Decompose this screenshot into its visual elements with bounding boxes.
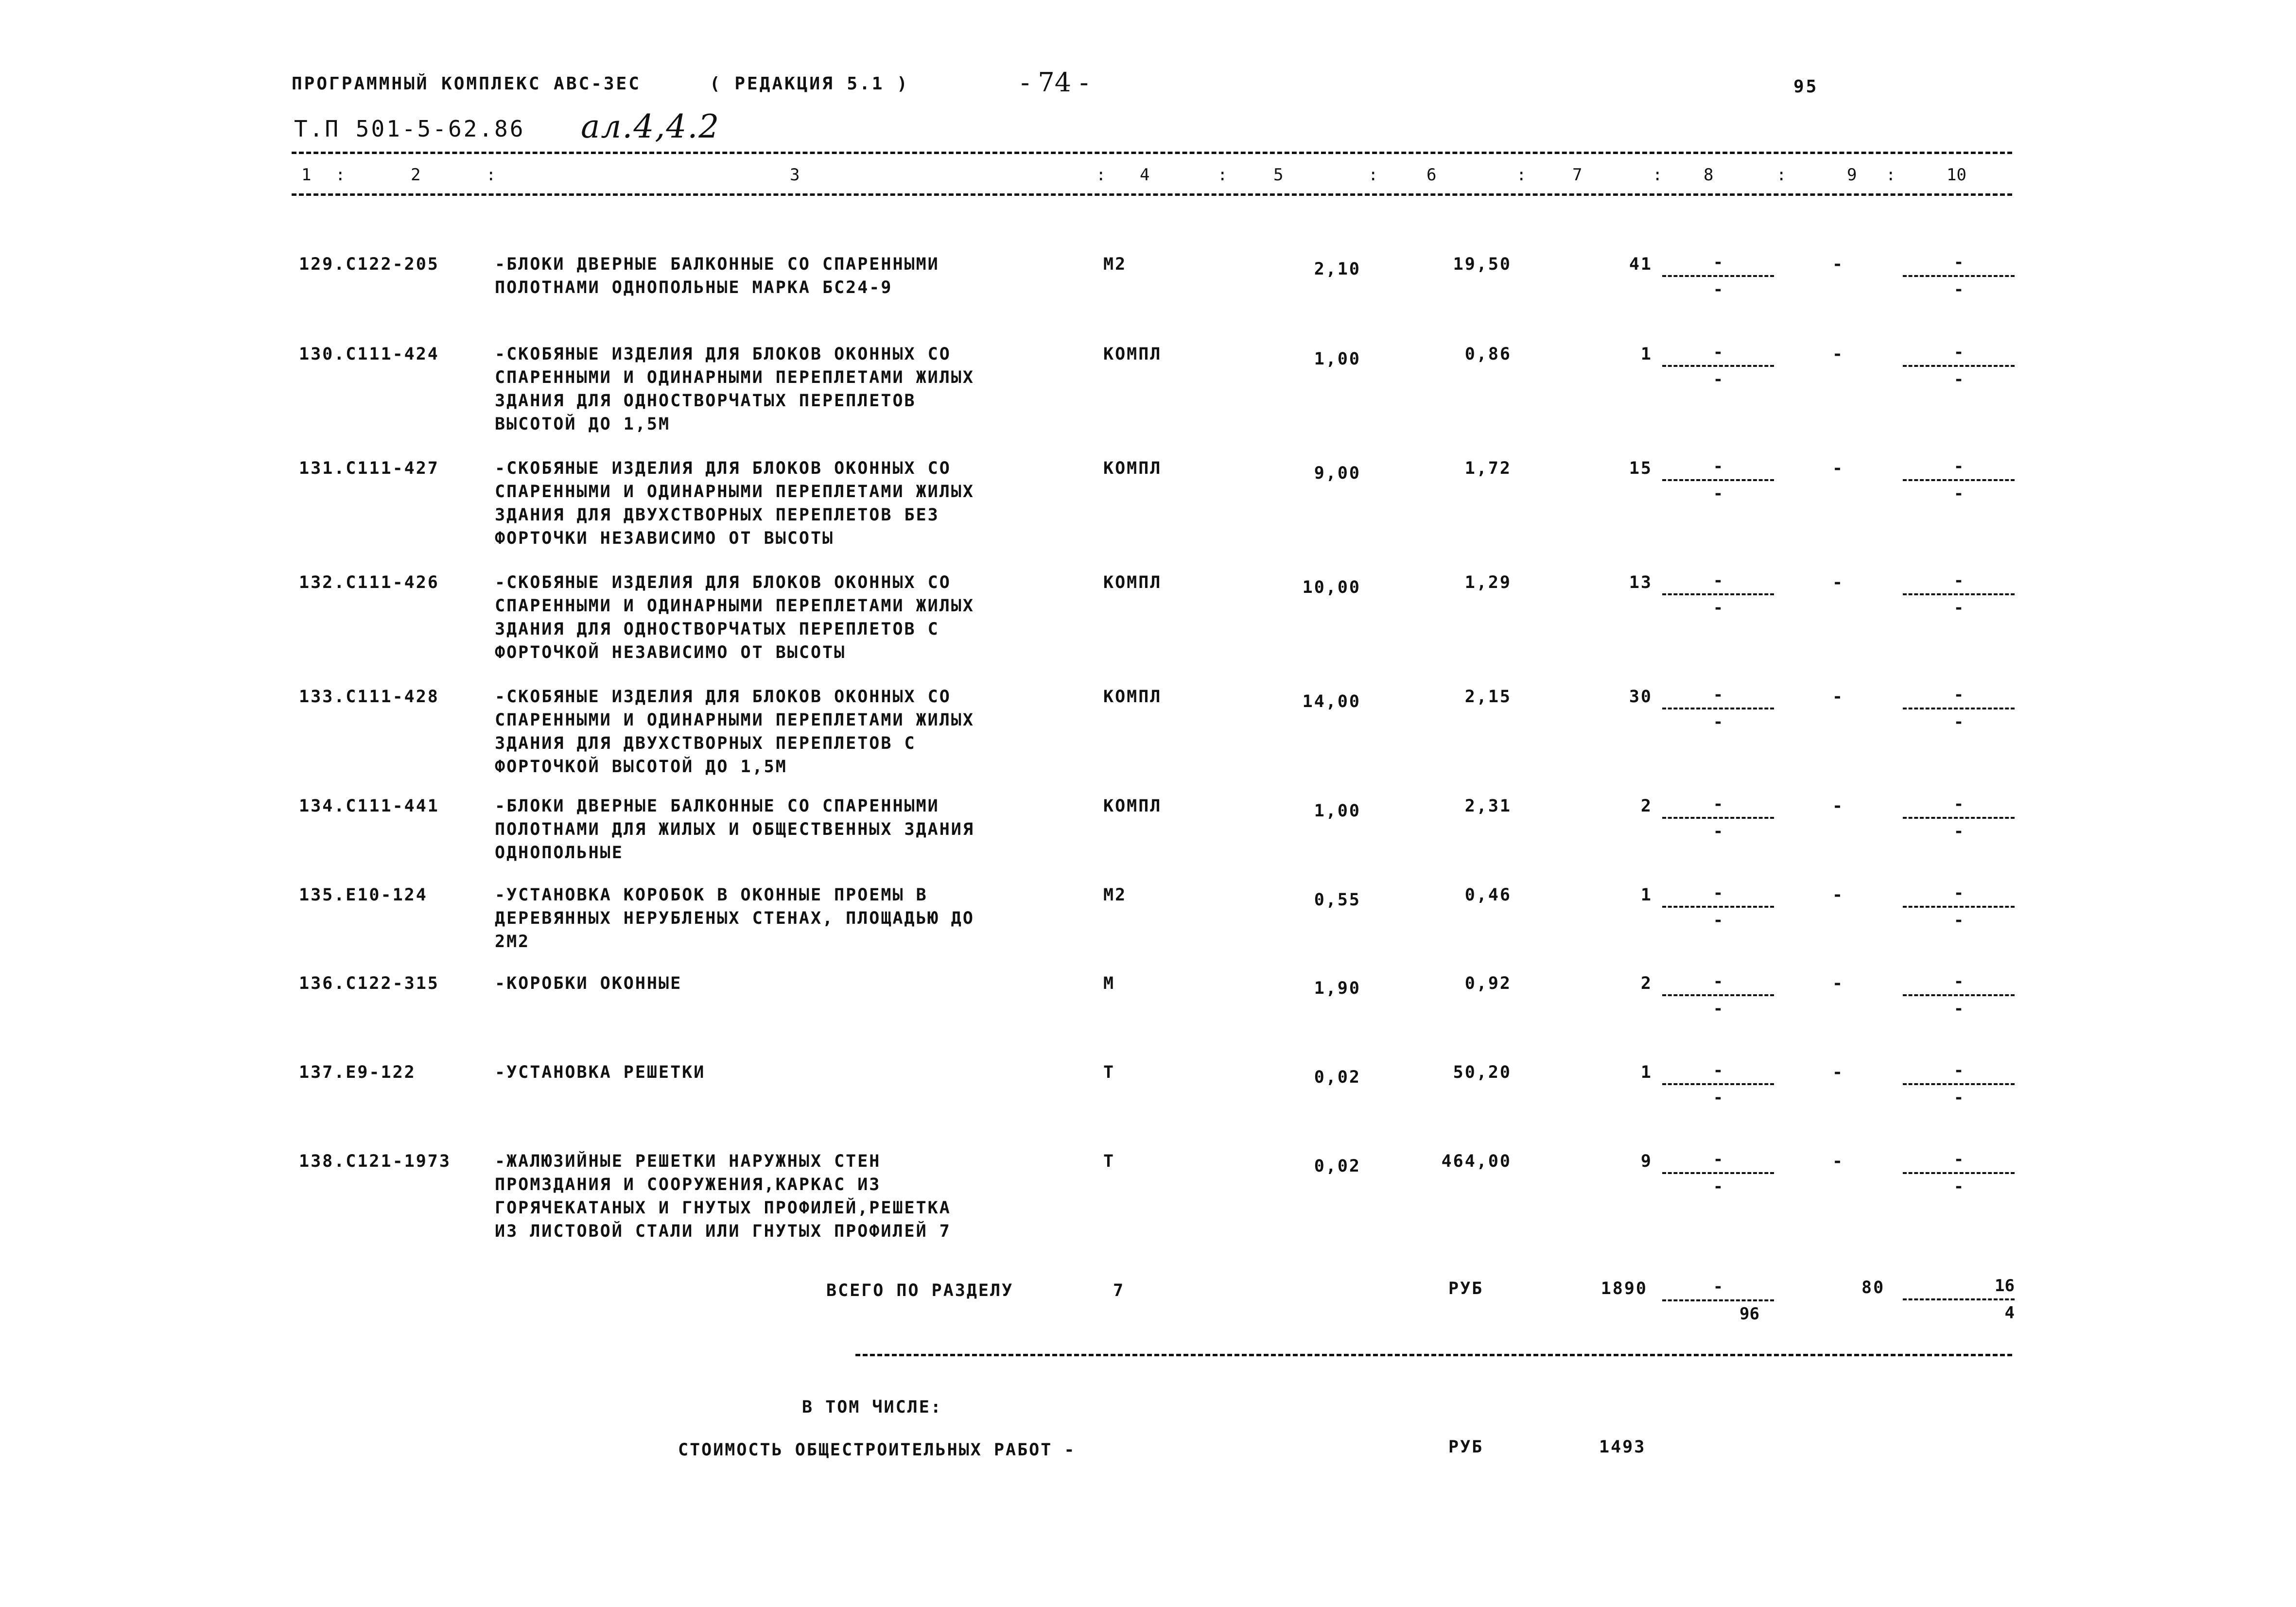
row-total: 1 bbox=[1640, 885, 1652, 905]
row-unit-price: 0,92 bbox=[1464, 974, 1512, 993]
column-header-1: 1 bbox=[301, 165, 312, 185]
row-col9: - bbox=[1832, 687, 1844, 707]
section-total-value: 1890 bbox=[1600, 1279, 1648, 1298]
row-unit: КОМПЛ bbox=[1103, 796, 1162, 816]
row-col9: - bbox=[1832, 459, 1844, 478]
row-description: -БЛОКИ ДВЕРНЫЕ БАЛКОННЫЕ СО СПАРЕННЫМИ ПОЛОТНАМИ ОДНОПОЛЬНЫЕ МАРКА БС24-9 bbox=[495, 255, 939, 297]
row-quantity: 0,02 bbox=[1314, 1068, 1361, 1087]
row-code: 131.С111-427 bbox=[299, 459, 439, 478]
row-col8: - - bbox=[1662, 343, 1774, 389]
summary-rule bbox=[855, 1354, 2012, 1356]
row-code: 137.Е9-122 bbox=[299, 1063, 416, 1082]
row-unit-price: 2,31 bbox=[1464, 796, 1512, 816]
row-code: 136.С122-315 bbox=[299, 974, 439, 993]
row-col9: - bbox=[1832, 1152, 1844, 1171]
row-col9: - bbox=[1832, 1063, 1844, 1082]
row-code: 135.Е10-124 bbox=[299, 885, 428, 905]
row-col8: - - bbox=[1662, 883, 1774, 930]
row-description: -ЖАЛЮЗИЙНЫЕ РЕШЕТКИ НАРУЖНЫХ СТЕН ПРОМЗДАНИЯ И СООРУЖЕНИЯ,КАРКАС ИЗ ГОРЯЧЕКАТАНЫХ И ГНУТЫХ ПРОФИЛЕЙ,РЕШЕТКА ИЗ ЛИСТОВОЙ СТАЛИ ИЛИ ГНУТЫХ ПРОФИЛЕЙ 7 bbox=[495, 1152, 951, 1241]
row-unit-price: 0,46 bbox=[1464, 885, 1512, 905]
row-description: -БЛОКИ ДВЕРНЫЕ БАЛКОННЫЕ СО СПАРЕННЫМИ ПОЛОТНАМИ ДЛЯ ЖИЛЫХ И ОБЩЕСТВЕННЫХ ЗДАНИЯ ОДНОПОЛЬНЫЕ bbox=[495, 796, 974, 863]
column-separator: : bbox=[335, 165, 346, 185]
row-unit-price: 1,29 bbox=[1464, 573, 1512, 592]
row-col8: - - bbox=[1662, 685, 1774, 732]
column-separator: : bbox=[1652, 165, 1663, 185]
row-code: 132.С111-426 bbox=[299, 573, 439, 592]
row-description: -СКОБЯНЫЕ ИЗДЕЛИЯ ДЛЯ БЛОКОВ ОКОННЫХ СО СПАРЕННЫМИ И ОДИНАРНЫМИ ПЕРЕПЛЕТАМИ ЖИЛЫХ ЗДАНИЯ ДЛЯ ОДНОСТВОРЧАТЫХ ПЕРЕПЛЕТОВ С ФОРТОЧКОЙ НЕЗАВИСИМО ОТ ВЫСОТЫ bbox=[495, 573, 974, 662]
row-col9: - bbox=[1832, 885, 1844, 905]
row-quantity: 0,55 bbox=[1314, 890, 1361, 910]
including-item-label: СТОИМОСТЬ ОБЩЕСТРОИТЕЛЬНЫХ РАБОТ - bbox=[678, 1440, 1076, 1460]
row-total: 1 bbox=[1640, 345, 1652, 364]
column-header-10: 10 bbox=[1947, 165, 1966, 185]
row-quantity: 9,00 bbox=[1314, 464, 1361, 483]
corner-number: 95 bbox=[1793, 77, 1819, 97]
section-total-col10: 16 4 bbox=[1903, 1276, 2015, 1323]
row-unit: М2 bbox=[1103, 255, 1127, 274]
row-col10: - - bbox=[1903, 1150, 2015, 1196]
row-col10: - - bbox=[1903, 343, 2015, 389]
including-unit: РУБ bbox=[1448, 1437, 1484, 1457]
column-separator: : bbox=[1516, 165, 1527, 185]
row-col9: - bbox=[1832, 573, 1844, 592]
handwritten-annotation: ал.4,4.2 bbox=[581, 108, 720, 145]
row-col10: - - bbox=[1903, 795, 2015, 841]
row-quantity: 2,10 bbox=[1314, 259, 1361, 279]
column-header-9: 9 bbox=[1847, 165, 1857, 185]
row-code: 133.С111-428 bbox=[299, 687, 439, 707]
row-total: 41 bbox=[1629, 255, 1652, 274]
row-col9: - bbox=[1832, 796, 1844, 816]
row-col10: - - bbox=[1903, 571, 2015, 618]
row-total: 13 bbox=[1629, 573, 1652, 592]
row-unit-price: 1,72 bbox=[1464, 459, 1512, 478]
row-col8: - - bbox=[1662, 1150, 1774, 1196]
row-col10: - - bbox=[1903, 883, 2015, 930]
row-description: -СКОБЯНЫЕ ИЗДЕЛИЯ ДЛЯ БЛОКОВ ОКОННЫХ СО СПАРЕННЫМИ И ОДИНАРНЫМИ ПЕРЕПЛЕТАМИ ЖИЛЫХ ЗДАНИЯ ДЛЯ ОДНОСТВОРЧАТЫХ ПЕРЕПЛЕТОВ ВЫСОТОЙ ДО 1,5М bbox=[495, 345, 974, 434]
row-col8: - - bbox=[1662, 253, 1774, 299]
row-unit: КОМПЛ bbox=[1103, 687, 1162, 707]
section-total-unit: РУБ bbox=[1448, 1279, 1484, 1298]
row-unit-price: 2,15 bbox=[1464, 687, 1512, 707]
row-description: -СКОБЯНЫЕ ИЗДЕЛИЯ ДЛЯ БЛОКОВ ОКОННЫХ СО СПАРЕННЫМИ И ОДИНАРНЫМИ ПЕРЕПЛЕТАМИ ЖИЛЫХ ЗДАНИЯ ДЛЯ ДВУХСТВОРНЫХ ПЕРЕПЛЕТОВ БЕЗ ФОРТОЧКИ НЕЗАВИСИМО ОТ ВЫСОТЫ bbox=[495, 459, 974, 548]
row-unit: М2 bbox=[1103, 885, 1127, 905]
row-quantity: 14,00 bbox=[1302, 692, 1361, 711]
column-header-4: 4 bbox=[1140, 165, 1150, 185]
edition-label: ( РЕДАКЦИЯ 5.1 ) bbox=[710, 74, 909, 94]
section-total-col9: 80 bbox=[1861, 1278, 1885, 1297]
row-unit: Т bbox=[1103, 1063, 1115, 1082]
column-header-5: 5 bbox=[1273, 165, 1284, 185]
row-col10: - - bbox=[1903, 1061, 2015, 1107]
row-description: -КОРОБКИ ОКОННЫЕ bbox=[495, 974, 682, 993]
section-total-col8: - 96 bbox=[1662, 1277, 1774, 1324]
row-unit: КОМПЛ bbox=[1103, 345, 1162, 364]
column-header-8: 8 bbox=[1704, 165, 1714, 185]
column-separator: : bbox=[1218, 165, 1228, 185]
document-code: Т.П 501-5-62.86 bbox=[294, 116, 525, 142]
row-unit: КОМПЛ bbox=[1103, 573, 1162, 592]
row-col10: - - bbox=[1903, 457, 2015, 503]
column-separator: : bbox=[1096, 165, 1106, 185]
column-separator: : bbox=[1776, 165, 1787, 185]
row-total: 30 bbox=[1629, 687, 1652, 707]
row-total: 15 bbox=[1629, 459, 1652, 478]
column-header-6: 6 bbox=[1426, 165, 1437, 185]
row-col8: - - bbox=[1662, 972, 1774, 1019]
row-total: 9 bbox=[1640, 1152, 1652, 1171]
row-col9: - bbox=[1832, 345, 1844, 364]
column-separator: : bbox=[486, 165, 496, 185]
row-code: 138.С121-1973 bbox=[299, 1152, 451, 1171]
row-col9: - bbox=[1832, 974, 1844, 993]
row-description: -УСТАНОВКА КОРОБОК В ОКОННЫЕ ПРОЕМЫ В ДЕРЕВЯННЫХ НЕРУБЛЕНЫХ СТЕНАХ, ПЛОЩАДЬЮ ДО 2М2 bbox=[495, 885, 974, 951]
row-col8: - - bbox=[1662, 457, 1774, 503]
row-unit-price: 19,50 bbox=[1453, 255, 1512, 274]
column-header-rule bbox=[292, 193, 2012, 196]
row-col10: - - bbox=[1903, 253, 2015, 299]
including-label: В ТОМ ЧИСЛЕ: bbox=[802, 1398, 942, 1417]
row-code: 134.С111-441 bbox=[299, 796, 439, 816]
column-separator: : bbox=[1368, 165, 1378, 185]
row-col8: - - bbox=[1662, 795, 1774, 841]
row-quantity: 0,02 bbox=[1314, 1157, 1361, 1176]
page-number: - 74 - bbox=[1021, 67, 1089, 98]
row-quantity: 1,90 bbox=[1314, 979, 1361, 998]
column-header-3: 3 bbox=[790, 165, 800, 185]
row-col9: - bbox=[1832, 255, 1844, 274]
program-title: ПРОГРАММНЫЙ КОМПЛЕКС АВС-3ЕС bbox=[292, 74, 641, 94]
row-unit: КОМПЛ bbox=[1103, 459, 1162, 478]
column-header-7: 7 bbox=[1572, 165, 1583, 185]
row-description: -УСТАНОВКА РЕШЕТКИ bbox=[495, 1063, 706, 1082]
row-total: 2 bbox=[1640, 796, 1652, 816]
row-total: 2 bbox=[1640, 974, 1652, 993]
column-header-2: 2 bbox=[411, 165, 421, 185]
row-code: 130.С111-424 bbox=[299, 345, 439, 364]
row-col8: - - bbox=[1662, 1061, 1774, 1107]
row-col8: - - bbox=[1662, 571, 1774, 618]
row-total: 1 bbox=[1640, 1063, 1652, 1082]
section-total-c4: 7 bbox=[1113, 1281, 1125, 1300]
table-top-rule bbox=[292, 152, 2012, 154]
row-quantity: 10,00 bbox=[1302, 578, 1361, 597]
row-unit-price: 50,20 bbox=[1453, 1063, 1512, 1082]
row-col10: - - bbox=[1903, 685, 2015, 732]
row-col10: - - bbox=[1903, 972, 2015, 1019]
row-code: 129.С122-205 bbox=[299, 255, 439, 274]
column-separator: : bbox=[1886, 165, 1896, 185]
row-unit-price: 0,86 bbox=[1464, 345, 1512, 364]
row-unit: М bbox=[1103, 974, 1115, 993]
row-description: -СКОБЯНЫЕ ИЗДЕЛИЯ ДЛЯ БЛОКОВ ОКОННЫХ СО СПАРЕННЫМИ И ОДИНАРНЫМИ ПЕРЕПЛЕТАМИ ЖИЛЫХ ЗДАНИЯ ДЛЯ ДВУХСТВОРНЫХ ПЕРЕПЛЕТОВ С ФОРТОЧКОЙ ВЫСОТОЙ ДО 1,5М bbox=[495, 687, 974, 777]
including-value: 1493 bbox=[1599, 1437, 1646, 1457]
section-total-label: ВСЕГО ПО РАЗДЕЛУ bbox=[826, 1281, 1014, 1300]
row-unit-price: 464,00 bbox=[1441, 1152, 1512, 1171]
row-quantity: 1,00 bbox=[1314, 801, 1361, 821]
row-quantity: 1,00 bbox=[1314, 349, 1361, 369]
row-unit: Т bbox=[1103, 1152, 1115, 1171]
